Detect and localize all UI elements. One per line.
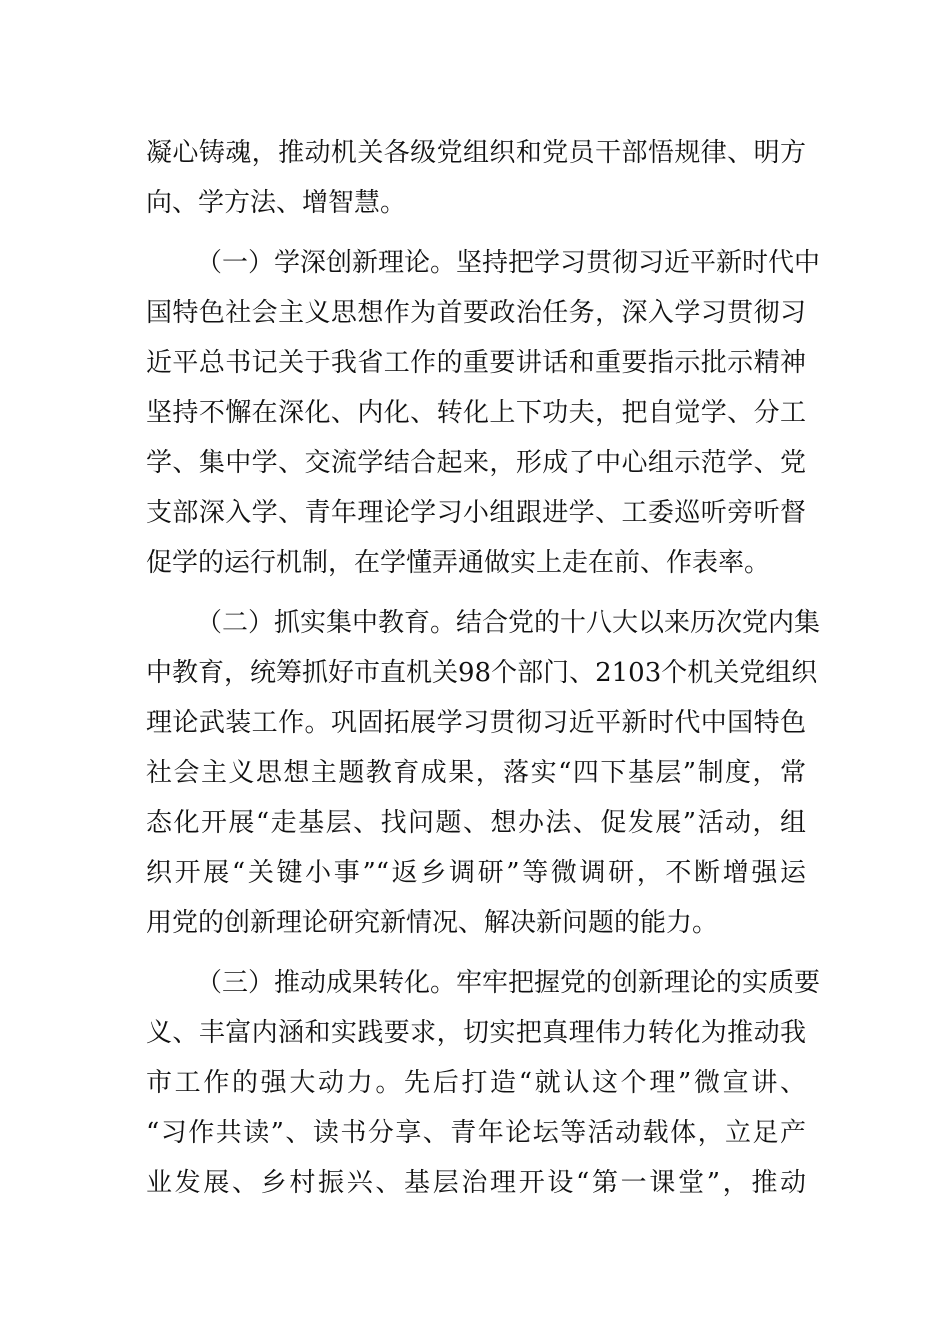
paragraph-line: 学、集中学、交流学结合起来，形成了中心组示范学、党 xyxy=(146,448,806,478)
paragraph-line: 用党的创新理论研究新情况、解决新问题的能力。 xyxy=(146,908,719,938)
paragraph-line: 业发展、乡村振兴、基层治理开设“第一课堂”，推动 xyxy=(146,1168,806,1198)
paragraph-line: （一）学深创新理论。坚持把学习贯彻习近平新时代中 xyxy=(196,248,821,278)
paragraph-line: 中教育，统筹抓好市直机关98个部门、2103个机关党组织 xyxy=(146,658,818,688)
paragraph-line: 向、学方法、增智慧。 xyxy=(146,188,407,218)
paragraph-line: （三）推动成果转化。牢牢把握党的创新理论的实质要 xyxy=(196,968,821,998)
paragraph-line: 促学的运行机制，在学懂弄通做实上走在前、作表率。 xyxy=(146,548,771,578)
paragraph-line: 坚持不懈在深化、内化、转化上下功夫，把自觉学、分工 xyxy=(146,398,806,428)
paragraph-line: （二）抓实集中教育。结合党的十八大以来历次党内集 xyxy=(196,608,821,638)
paragraph-line: 织开展“关键小事”“返乡调研”等微调研，不断增强运 xyxy=(146,858,806,888)
paragraph-line: 凝心铸魂，推动机关各级党组织和党员干部悟规律、明方 xyxy=(146,138,806,168)
paragraph-line: 义、丰富内涵和实践要求，切实把真理伟力转化为推动我 xyxy=(146,1018,806,1048)
paragraph-line: 理论武装工作。巩固拓展学习贯彻习近平新时代中国特色 xyxy=(146,708,806,738)
paragraph-line: “习作共读”、读书分享、青年论坛等活动载体，立足产 xyxy=(146,1118,806,1148)
paragraph-line: 国特色社会主义思想作为首要政治任务，深入学习贯彻习 xyxy=(146,298,806,328)
paragraph-line: 社会主义思想主题教育成果，落实“四下基层”制度，常 xyxy=(146,758,806,788)
paragraph-line: 态化开展“走基层、找问题、想办法、促发展”活动，组 xyxy=(146,808,806,838)
paragraph-line: 近平总书记关于我省工作的重要讲话和重要指示批示精神 xyxy=(146,348,806,378)
paragraph-line: 市工作的强大动力。先后打造“就认这个理”微宣讲、 xyxy=(146,1068,806,1098)
paragraph-line: 支部深入学、青年理论学习小组跟进学、工委巡听旁听督 xyxy=(146,498,806,528)
